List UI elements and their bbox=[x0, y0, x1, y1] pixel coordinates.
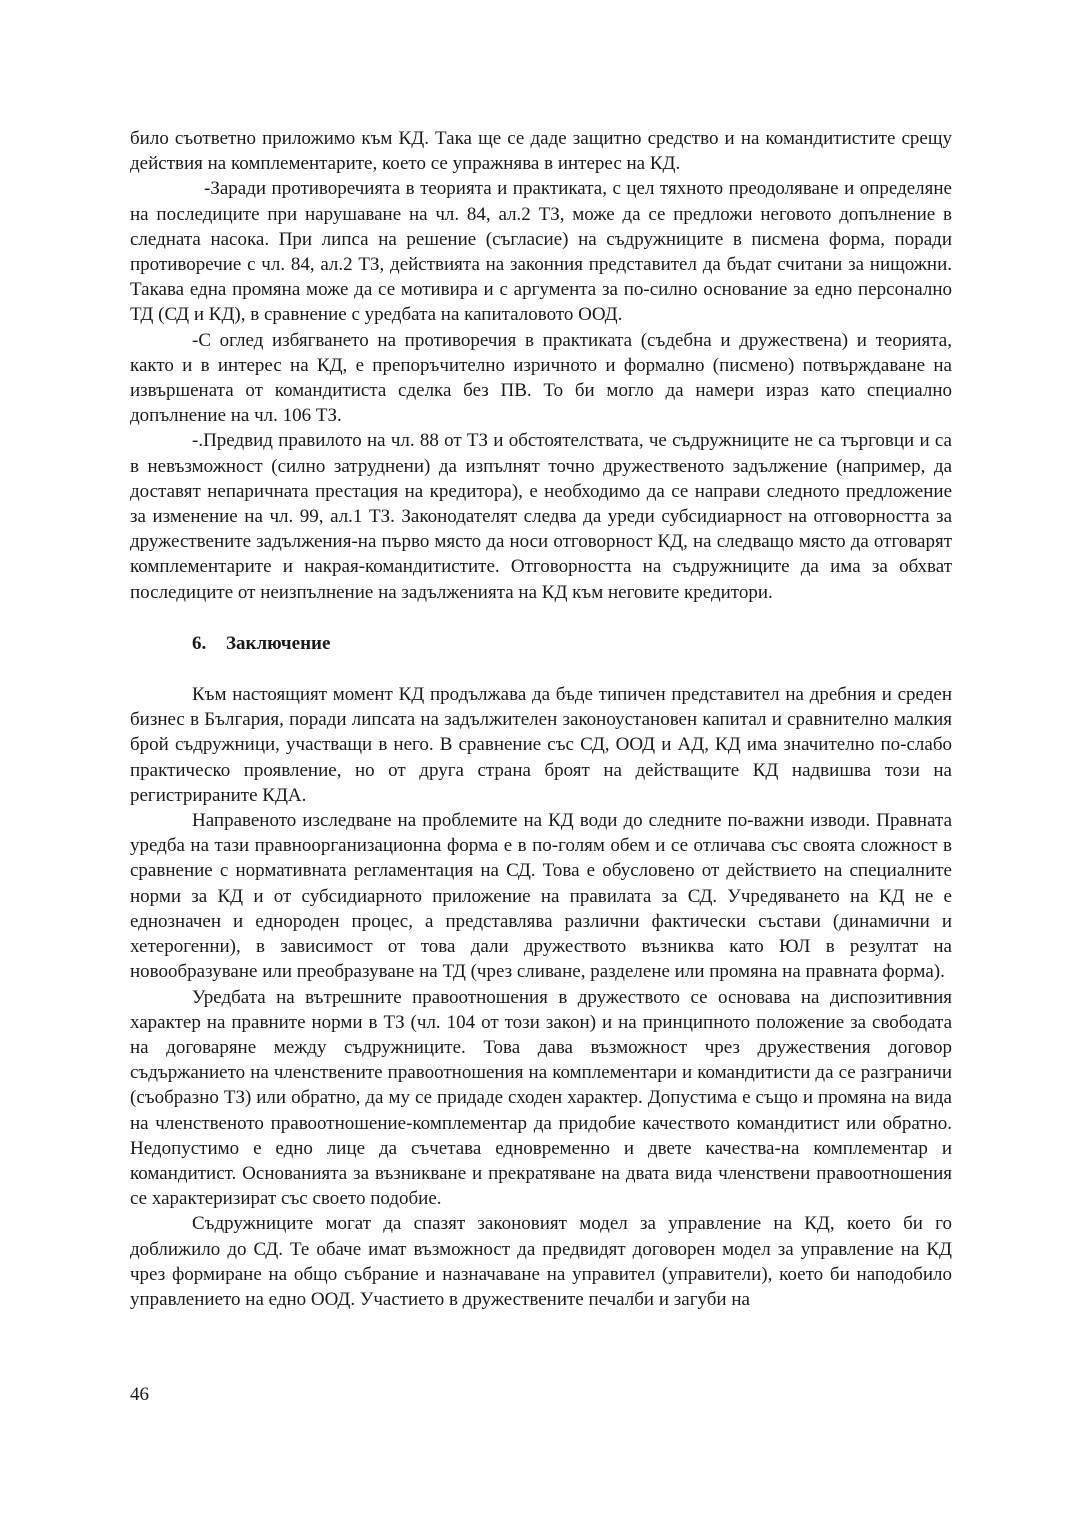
paragraph-proposal-art84: -Заради противоречията в теорията и практиката, с цел тяхното преодоляване и определяне на последиците при нарушаване на чл. 84, ал.2 ТЗ, може да се предложи неговото допълнение в следната насока. При липса на решение (съгласие) на съдружниците в писмена форма, поради противоречие с чл. 84, ал.2 ТЗ, действията на законния представител да бъдат считани за нищожни. Такава една промяна може да се мотивира и с аргумента за по-силно основание за едно персонално ТД (СД и КД), в сравнение с уредбата на капиталовото ООД. bbox=[130, 178, 952, 326]
paragraph-conclusion-findings: Направеното изследване на проблемите на КД води до следните по-важни изводи. Правната уредба на тази правноорганизационна форма е в по-голям обем и се отличава със своята сложност в сравнение с нормативната регламентация на СД. Това е обусловено от действието на специалните норми за КД и от субсидиарното приложение на правилата за СД. Учредяването на КД не е еднозначен и еднороден процес, а представлява различни фактически състави (динамични и хетерогенни), в зависимост от това дали дружеството възниква като ЮЛ в резултат на новообразуване или преобразуване на ТД (чрез сливане, разделене или промяна на правната форма). bbox=[130, 810, 952, 983]
page-number: 46 bbox=[130, 1384, 149, 1405]
paragraph-conclusion-intro: Към настоящият момент КД продължава да бъде типичен представител на дребния и среден бизнес в България, поради липсата на задължителен законоустановен капитал и сравнително малкия брой съдружници, участващи в него. В сравнение със СД, ООД и АД, КД има значително по-слабо практическо проявление, но от друга страна броят на действащите КД надвишва този на регистрираните КДА. bbox=[130, 684, 952, 806]
section-heading bbox=[192, 631, 952, 656]
section-number: 6. bbox=[192, 632, 207, 654]
page-body bbox=[130, 126, 952, 1312]
paragraph-proposal-art106: -С оглед избягването на противоречия в практиката (съдебна и дружествена) и теорията, както и в интерес на КД, е препоръчително изричното и формално (писмено) потвърждаване на извършената от командитиста сделка без ПВ. То би могло да намери израз като специално допълнение на чл. 106 ТЗ. bbox=[130, 329, 952, 427]
paragraph-conclusion-management: Съдружниците могат да спазят законовият модел за управление на КД, което би го доближило до СД. Те обаче имат възможност да предвидят договорен модел за управление на КД чрез формиране на общо събрание и назначаване на управител (управители), което би наподобило управлението на едно ООД. Участието в дружествените печалби и загуби на bbox=[130, 1213, 952, 1310]
section-title: Заключение bbox=[226, 632, 331, 654]
paragraph-proposal-art99: -.Предвид правилото на чл. 88 от ТЗ и обстоятелствата, че съдружниците не са търговци и са в невъзможност (силно затруднени) да изпълнят точно дружественото задължение (например, да доставят непаричната престация на кредитора), е необходимо да се направи следното предложение за изменение на чл. 99, ал.1 ТЗ. Законодателят следва да уреди субсидиарност на отговорността за дружествените задължения-на първо място да носи отговорност КД, на следващо място да отговарят комплементарите и накрая-командитистите. Отговорността на съдружниците да има за обхват последиците от неизпълнение на задълженията на КД към неговите кредитори. bbox=[130, 430, 952, 603]
paragraph-conclusion-internal-relations: Уредбата на вътрешните правоотношения в дружеството се основава на диспозитивния характер на правните норми в ТЗ (чл. 104 от този закон) и на принципното положение за свободата на договаряне между съдружниците. Това дава възможност чрез дружествения договор съдържанието на членствените правоотношения на комплементари и командитисти да се разграничи (съобразно ТЗ) или обратно, да му се придаде сходен характер. Допустима е също и промяна на вида на членственото правоотношение-комплементар да придобие качеството командитист или обратно. Недопустимо е едно лице да съчетава едновременно и двете качества-на комплементар и командитист. Основанията за възникване и прекратяване на двата вида членствени правоотношения се характеризират със своето подобие. bbox=[130, 986, 952, 1210]
paragraph-continuation: било съответно приложимо към КД. Така ще се даде защитно средство и на командитистите срещу действия на комплементарите, което се упражнява в интерес на КД. bbox=[130, 128, 952, 175]
